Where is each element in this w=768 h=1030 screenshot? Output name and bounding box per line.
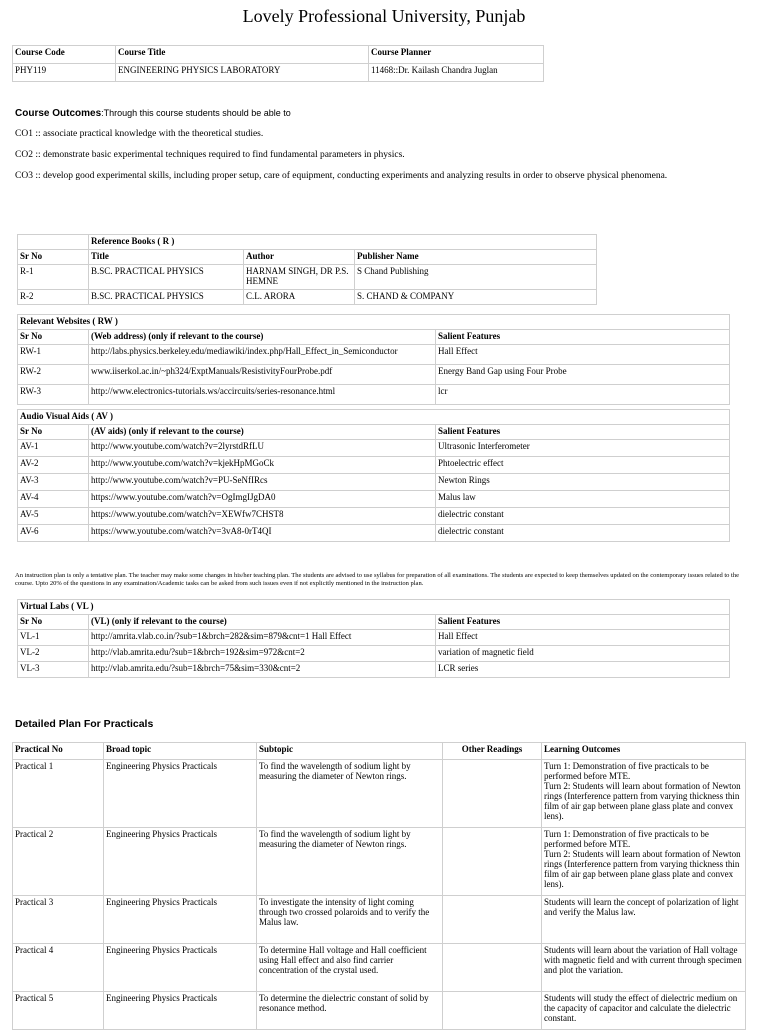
cell: Engineering Physics Practicals: [104, 896, 257, 944]
cell: Practical 4: [13, 944, 104, 992]
col-header: Publisher Name: [355, 250, 597, 265]
link[interactable]: www.iiserkol.ac.in/~ph324/ExptManuals/ResistivityFourProbe.pdf: [89, 365, 436, 385]
outcome-item: CO1 :: associate practical knowledge with the theoretical studies.: [15, 129, 264, 139]
page-title: Lovely Professional University, Punjab: [242, 6, 526, 26]
col-header: Title: [89, 250, 244, 265]
link[interactable]: https://www.youtube.com/watch?v=XEWfw7CHST8: [89, 508, 436, 525]
table-row: [18, 662, 730, 678]
link[interactable]: http://labs.physics.berkeley.edu/mediawiki/index.php/Hall_Effect_in_Semiconductor: [89, 345, 436, 365]
cell: AV-3: [18, 474, 89, 491]
cell: [443, 896, 542, 944]
cell: HARNAM SINGH, DR P.S. HEMNE: [244, 265, 355, 290]
cell: To find the wavelength of sodium light by measuring the diameter of Newton rings.: [257, 760, 443, 828]
cell: AV-6: [18, 525, 89, 542]
instruction-note: An instruction plan is only a tentative plan. The teacher may make some changes in his/her teaching plan. The students are advised to use syllabus for preparation of all examinations. The students are expected to keep themselves updated on the contemporary issues related to the course. Upto 20% of the questions in any examination/Academic tasks can be asked from such issues even if not explicitly mentioned in the instruction plan.: [15, 572, 739, 587]
cell: To investigate the intensity of light coming through two crossed polaroids and to verify the Malus law.: [257, 896, 443, 944]
cell: Phtoelectric effect: [436, 457, 730, 474]
cell: AV-2: [18, 457, 89, 474]
reference-books-section: Reference Books ( R ): [89, 235, 597, 250]
cell: Engineering Physics Practicals: [104, 760, 257, 828]
cell: Malus law: [436, 491, 730, 508]
virtual-labs-table: [17, 599, 730, 678]
vl-section: Virtual Labs ( VL ): [18, 600, 730, 615]
cell: RW-1: [18, 345, 89, 365]
cell: [443, 760, 542, 828]
cell: Practical 5: [13, 992, 104, 1030]
table-row: [13, 944, 746, 992]
cell: Newton Rings: [436, 474, 730, 491]
cell: Hall Effect: [436, 630, 730, 646]
cell: R-2: [18, 290, 89, 305]
table-row: [13, 896, 746, 944]
col-header: (AV aids) (only if relevant to the course): [89, 425, 436, 440]
cell: dielectric constant: [436, 508, 730, 525]
cell: [443, 944, 542, 992]
cell: B.SC. PRACTICAL PHYSICS: [89, 265, 244, 290]
table-row: [13, 828, 746, 896]
cell: Ultrasonic Interferometer: [436, 440, 730, 457]
cell: To find the wavelength of sodium light by measuring the diameter of Newton rings.: [257, 828, 443, 896]
cell: lcr: [436, 385, 730, 405]
av-section: Audio Visual Aids ( AV ): [18, 410, 730, 425]
link[interactable]: http://www.youtube.com/watch?v=2lyrstdRfLU: [89, 440, 436, 457]
outcomes-heading: Course Outcomes: [15, 108, 102, 119]
course-code-value: PHY119: [13, 64, 116, 82]
cell: To determine the dielectric constant of solid by resonance method.: [257, 992, 443, 1030]
col-header: Other Readings: [443, 743, 542, 760]
cell: VL-3: [18, 662, 89, 678]
table-row: [13, 760, 746, 828]
course-title-value: ENGINEERING PHYSICS LABORATORY: [116, 64, 369, 82]
cell: Engineering Physics Practicals: [104, 944, 257, 992]
cell: Energy Band Gap using Four Probe: [436, 365, 730, 385]
cell: variation of magnetic field: [436, 646, 730, 662]
outcomes-heading-line: [15, 108, 291, 119]
cell: AV-4: [18, 491, 89, 508]
link[interactable]: http://amrita.vlab.co.in/?sub=1&brch=282&sim=879&cnt=1 Hall Effect: [89, 630, 436, 646]
table-row: [18, 365, 730, 385]
cell: C.L. ARORA: [244, 290, 355, 305]
outcome-item: CO2 :: demonstrate basic experimental techniques required to find fundamental parameters in physics.: [15, 150, 405, 160]
table-row: [18, 457, 730, 474]
col-header: Salient Features: [436, 425, 730, 440]
table-row: [18, 290, 597, 305]
cell: AV-5: [18, 508, 89, 525]
cell: Practical 1: [13, 760, 104, 828]
table-row: [18, 630, 730, 646]
reference-books-table: [17, 234, 597, 305]
cell: [443, 828, 542, 896]
col-header: Subtopic: [257, 743, 443, 760]
col-header: Salient Features: [436, 330, 730, 345]
cell: AV-1: [18, 440, 89, 457]
col-header: Sr No: [18, 250, 89, 265]
cell: Students will learn about the variation of Hall voltage with magnetic field and with current through specimen and plot the variation.: [542, 944, 746, 992]
col-header: Sr No: [18, 615, 89, 630]
col-header: Author: [244, 250, 355, 265]
table-row: [18, 345, 730, 365]
outcomes-intro: :Through this course students should be able to: [101, 108, 291, 118]
cell: Turn 1: Demonstration of five practicals to be performed before MTE. Turn 2: Students will learn about formation of Newton rings (Interference pattern from varying thickness thin film of air gap between plane glass plate and convex lens).: [542, 828, 746, 896]
cell: Engineering Physics Practicals: [104, 828, 257, 896]
link[interactable]: http://www.youtube.com/watch?v=kjekHpMGoCk: [89, 457, 436, 474]
table-row: [18, 265, 597, 290]
cell: VL-2: [18, 646, 89, 662]
cell: Students will learn the concept of polarization of light and verify the Malus law.: [542, 896, 746, 944]
av-table: [17, 409, 730, 542]
cell: LCR series: [436, 662, 730, 678]
table-row: [18, 474, 730, 491]
table-row: [18, 440, 730, 457]
cell: dielectric constant: [436, 525, 730, 542]
table-row: [18, 491, 730, 508]
cell: R-1: [18, 265, 89, 290]
link[interactable]: http://vlab.amrita.edu/?sub=1&brch=75&sim=330&cnt=2: [89, 662, 436, 678]
websites-section: Relevant Websites ( RW ): [18, 315, 730, 330]
link[interactable]: http://vlab.amrita.edu/?sub=1&brch=192&sim=972&cnt=2: [89, 646, 436, 662]
cell: VL-1: [18, 630, 89, 646]
col-header: (VL) (only if relevant to the course): [89, 615, 436, 630]
col-header: Learning Outcomes: [542, 743, 746, 760]
col-header: Sr No: [18, 425, 89, 440]
cell: Hall Effect: [436, 345, 730, 365]
cell: Practical 2: [13, 828, 104, 896]
link[interactable]: https://www.youtube.com/watch?v=3vA8-0rT4QI: [89, 525, 436, 542]
cell: RW-2: [18, 365, 89, 385]
websites-table: [17, 314, 730, 405]
link[interactable]: http://www.electronics-tutorials.ws/accircuits/series-resonance.html: [89, 385, 436, 405]
table-row: [18, 525, 730, 542]
cell: B.SC. PRACTICAL PHYSICS: [89, 290, 244, 305]
table-row: [18, 385, 730, 405]
table-row: [18, 508, 730, 525]
cell: S. CHAND & COMPANY: [355, 290, 597, 305]
col-header: Practical No: [13, 743, 104, 760]
outcome-item: CO3 :: develop good experimental skills, including proper setup, care of equipment, conducting experiments and analyzing results in order to observe physical phenomena.: [15, 171, 668, 181]
course-planner-header: Course Planner: [369, 46, 544, 64]
course-title-header: Course Title: [116, 46, 369, 64]
course-code-header: Course Code: [13, 46, 116, 64]
course-table: [12, 45, 544, 82]
course-planner-value: 11468::Dr. Kailash Chandra Juglan: [369, 64, 544, 82]
col-header: Salient Features: [436, 615, 730, 630]
cell: Turn 1: Demonstration of five practicals to be performed before MTE. Turn 2: Students will learn about formation of Newton rings (Interference pattern from varying thickness thin film of air gap between plane glass plate and convex lens).: [542, 760, 746, 828]
col-header: Sr No: [18, 330, 89, 345]
col-header: (Web address) (only if relevant to the course): [89, 330, 436, 345]
cell: Practical 3: [13, 896, 104, 944]
cell: Students will study the effect of dielectric medium on the capacity of capacitor and calculate the dielectric constant.: [542, 992, 746, 1030]
cell: S Chand Publishing: [355, 265, 597, 290]
plan-table: [12, 742, 746, 1030]
plan-heading: Detailed Plan For Practicals: [15, 718, 154, 730]
col-header: Broad topic: [104, 743, 257, 760]
link[interactable]: https://www.youtube.com/watch?v=OgImgIJgDA0: [89, 491, 436, 508]
table-row: [18, 646, 730, 662]
cell: RW-3: [18, 385, 89, 405]
link[interactable]: http://www.youtube.com/watch?v=PU-SeNfIRcs: [89, 474, 436, 491]
cell: Engineering Physics Practicals: [104, 992, 257, 1030]
cell: To determine Hall voltage and Hall coefficient using Hall effect and also find carrier concentration of the crystal used.: [257, 944, 443, 992]
